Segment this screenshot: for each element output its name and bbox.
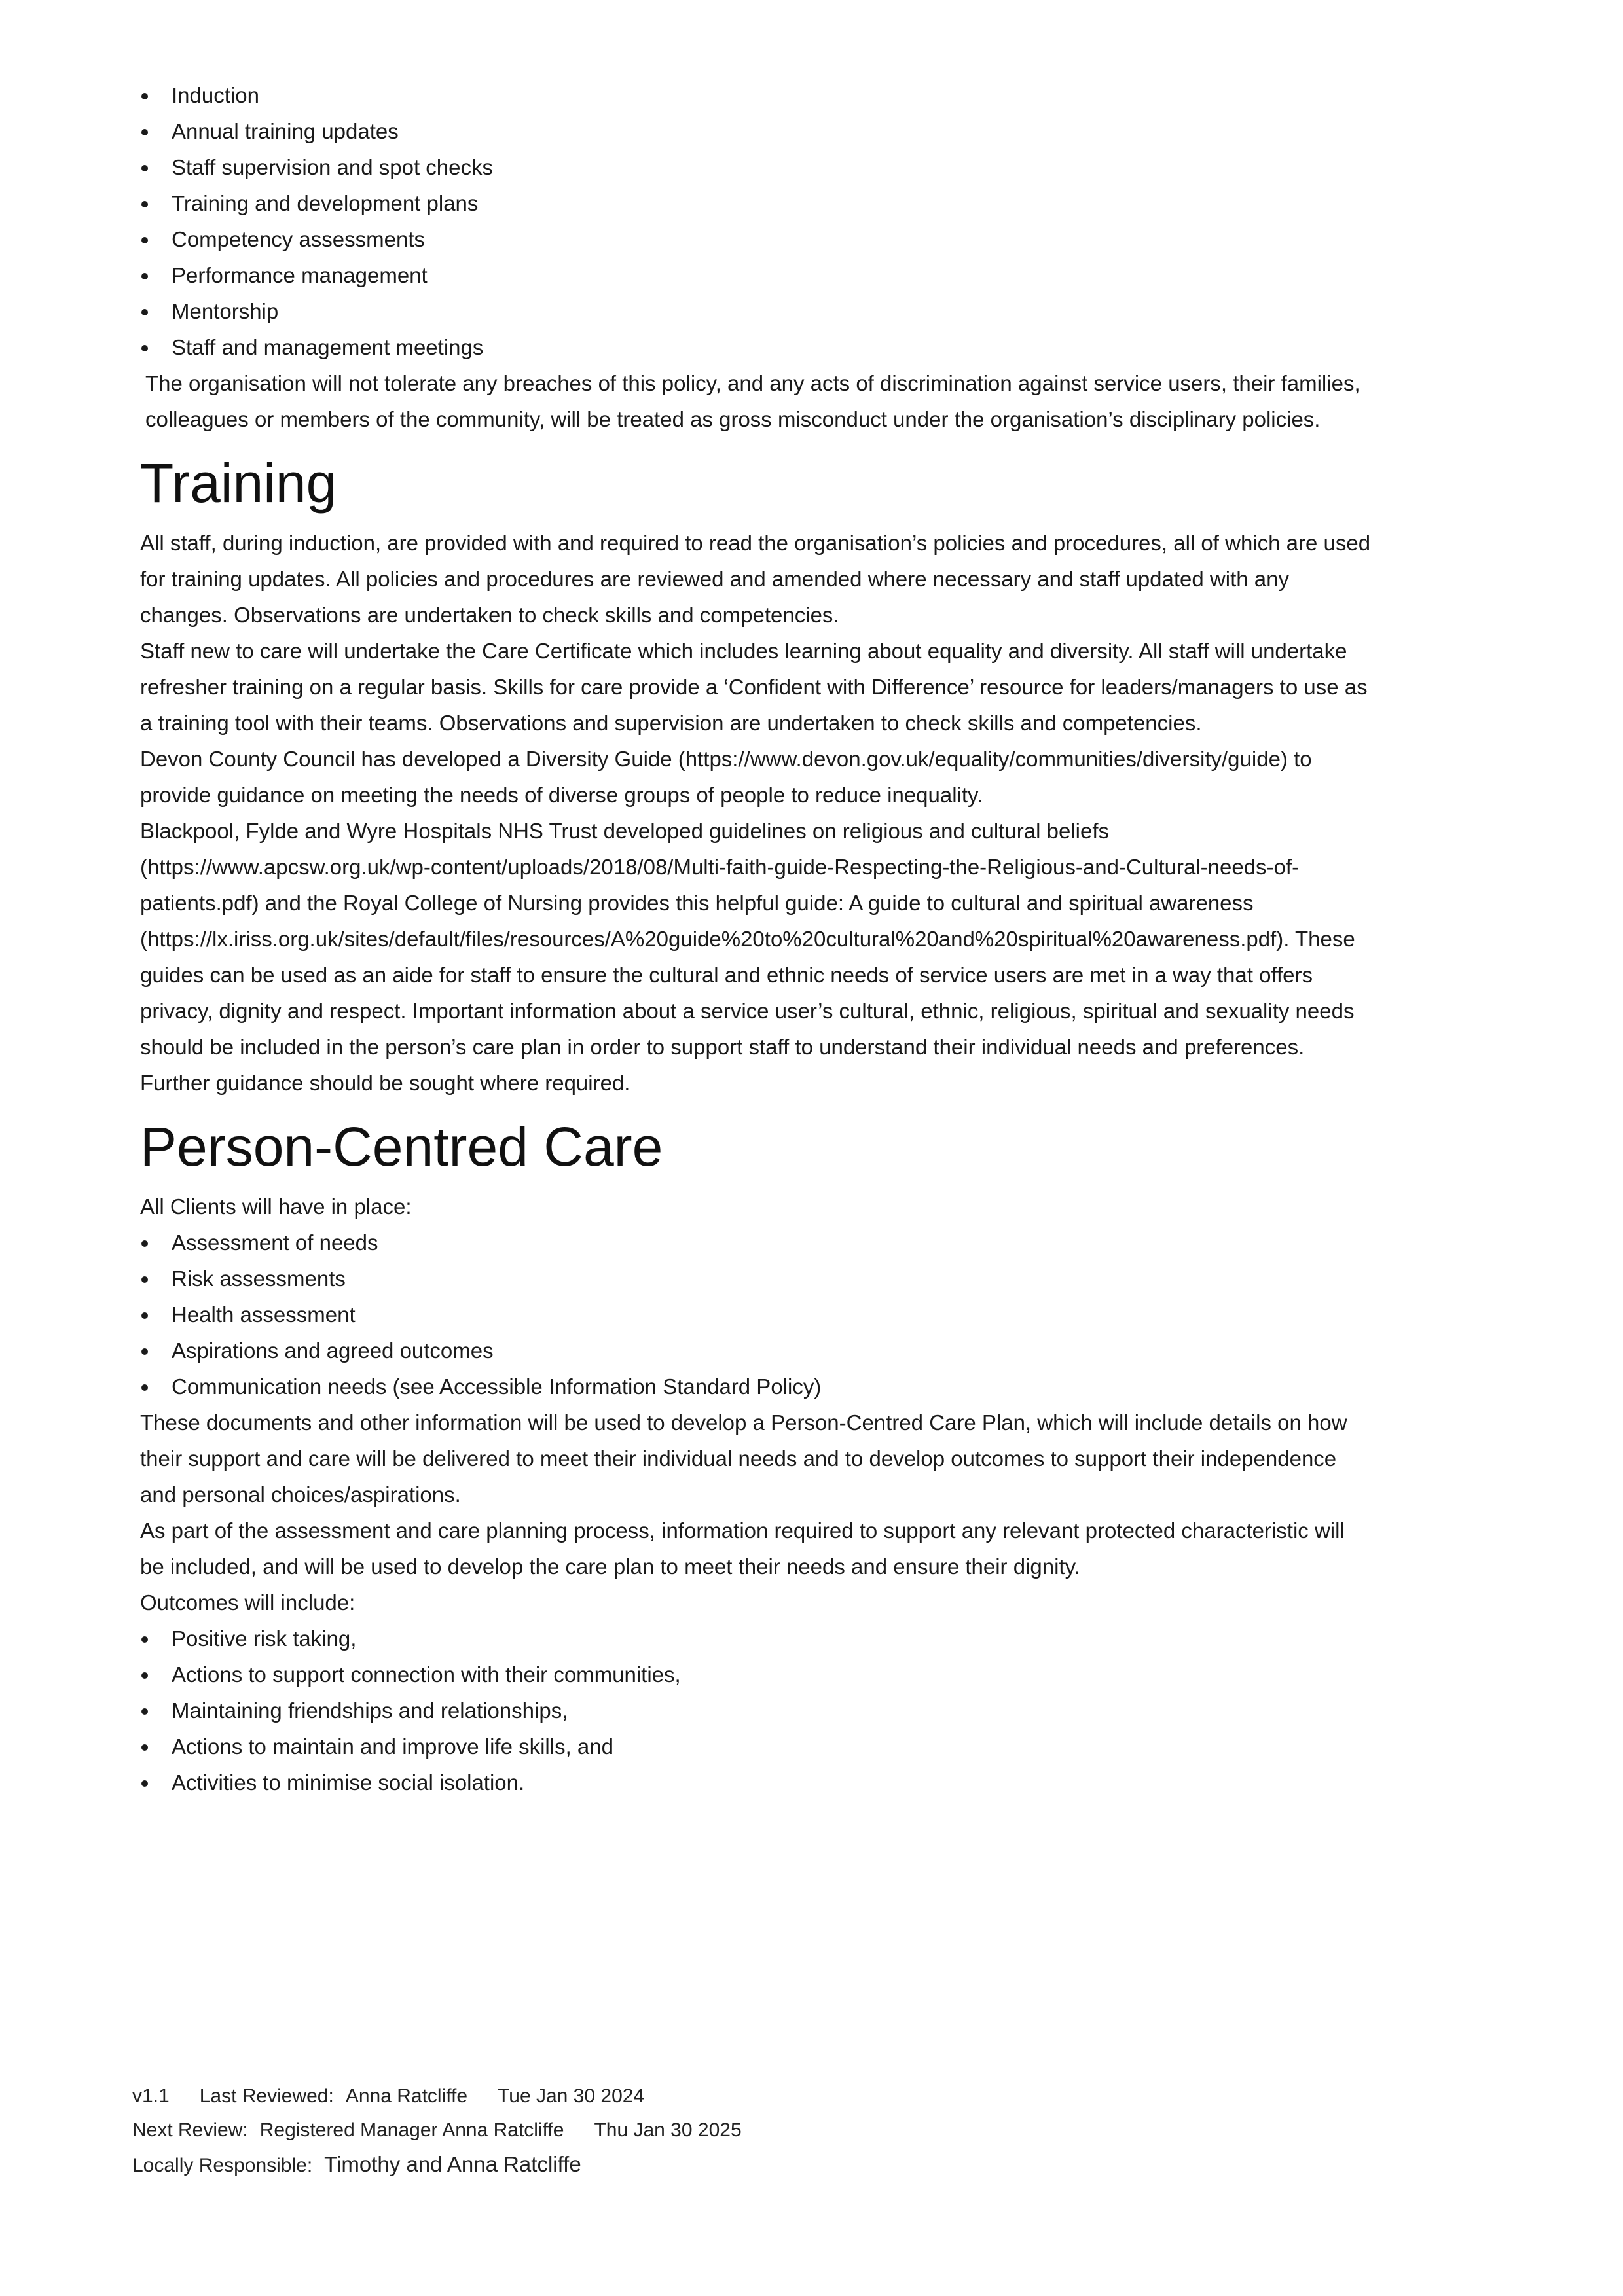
list-item: Staff supervision and spot checks xyxy=(140,149,1371,185)
list-item: Aspirations and agreed outcomes xyxy=(140,1333,1371,1369)
last-reviewed-by: Anna Ratcliffe xyxy=(345,2085,468,2107)
document-footer xyxy=(132,2079,1049,2181)
training-paragraph: Staff new to care will undertake the Care Certificate which includes learning about equality and diversity. All staff will undertake refresher training on a regular basis. Skills for care provide a ‘Confident with Difference’ resource for leaders/managers to use as a training tool with their teams. Observations and supervision are undertaken to check skills and competencies. xyxy=(140,639,1368,735)
list-item: Training and development plans xyxy=(140,185,1371,221)
training-paragraph: All staff, during induction, are provided with and required to read the organisation’s policies and procedures, all of which are used for training updates. All policies and procedures are reviewed and amended where necessary and staff updated with any changes. Observations are undertaken to check skills and competencies. xyxy=(140,531,1371,627)
list-item: Actions to support connection with their communities, xyxy=(140,1657,1371,1693)
footer-next-review-row xyxy=(132,2113,1049,2147)
list-item: Assessment of needs xyxy=(140,1225,1371,1261)
list-item: Risk assessments xyxy=(140,1261,1371,1297)
assessment-paragraph: As part of the assessment and care planning process, information required to support any relevant protected characteristic will be included, and will be used to develop the care plan to meet their needs and ensure their dignity. xyxy=(140,1518,1345,1579)
list-item: Actions to maintain and improve life skills, and xyxy=(140,1729,1371,1765)
footer-review-row xyxy=(132,2079,1049,2113)
version-label: v1.1 xyxy=(132,2085,170,2107)
list-item: Staff and management meetings xyxy=(140,329,1371,365)
clients-bullet-list xyxy=(140,1225,1371,1405)
last-reviewed-label: Last Reviewed: xyxy=(199,2085,334,2107)
page-content xyxy=(140,77,1371,1801)
list-item: Activities to minimise social isolation. xyxy=(140,1765,1371,1801)
person-centred-heading: Person-Centred Care xyxy=(140,1116,663,1177)
footer-responsible-row xyxy=(132,2147,1049,2181)
care-plan-paragraph: These documents and other information will be used to develop a Person-Centred Care Plan, which will include details on how their support and care will be delivered to meet their individual needs and to develop outcomes to support their independence and personal choices/aspirations. xyxy=(140,1410,1347,1507)
next-review-by: Registered Manager Anna Ratcliffe xyxy=(259,2119,564,2141)
responsible-value: Timothy and Anna Ratcliffe xyxy=(324,2152,581,2176)
list-item: Performance management xyxy=(140,257,1371,293)
outcomes-bullet-list xyxy=(140,1621,1371,1801)
next-review-label: Next Review: xyxy=(132,2119,248,2141)
list-item: Maintaining friendships and relationships, xyxy=(140,1693,1371,1729)
list-item: Communication needs (see Accessible Information Standard Policy) xyxy=(140,1369,1371,1405)
training-heading: Training xyxy=(140,452,337,514)
last-reviewed-date: Tue Jan 30 2024 xyxy=(498,2085,645,2107)
responsible-label: Locally Responsible: xyxy=(132,2155,313,2176)
clients-lead-text: All Clients will have in place: xyxy=(140,1194,412,1219)
outcomes-lead-text: Outcomes will include: xyxy=(140,1590,356,1615)
next-review-date: Thu Jan 30 2025 xyxy=(594,2119,742,2141)
list-item: Positive risk taking, xyxy=(140,1621,1371,1657)
discrimination-paragraph: The organisation will not tolerate any breaches of this policy, and any acts of discrimination against service users, their families, colleagues or members of the community, will be treated as gross misconduct under the organisation’s disciplinary policies. xyxy=(145,371,1360,431)
list-item: Induction xyxy=(140,77,1371,113)
list-item: Health assessment xyxy=(140,1297,1371,1333)
list-item: Mentorship xyxy=(140,293,1371,329)
list-item: Annual training updates xyxy=(140,113,1371,149)
intro-bullet-list xyxy=(140,77,1371,365)
training-paragraph: Blackpool, Fylde and Wyre Hospitals NHS Trust developed guidelines on religious and cultural beliefs (https://www.apcsw.org.uk/wp-content/uploads/2018/08/Multi-faith-guide-Respecting-the-Religious-and-Cultural-needs-of-patients.pdf) and the Royal College of Nursing provides this helpful guide: A guide to cultural and spiritual awareness (https://lx.iriss.org.uk/sites/default/files/resources/A%20guide%20to%20cultural%20and%20spiritual%20awareness.pdf). These guides can be used as an aide for staff to ensure the cultural and ethnic needs of service users are met in a way that offers privacy, dignity and respect. Important information about a service user’s cultural, ethnic, religious, spiritual and sexuality needs should be included in the person’s care plan in order to support staff to understand their individual needs and preferences. Further guidance should be sought where required. xyxy=(140,819,1355,1095)
training-paragraph: Devon County Council has developed a Diversity Guide (https://www.devon.gov.uk/equality/communities/diversity/guide) to provide guidance on meeting the needs of diverse groups of people to reduce inequality. xyxy=(140,747,1312,807)
list-item: Competency assessments xyxy=(140,221,1371,257)
